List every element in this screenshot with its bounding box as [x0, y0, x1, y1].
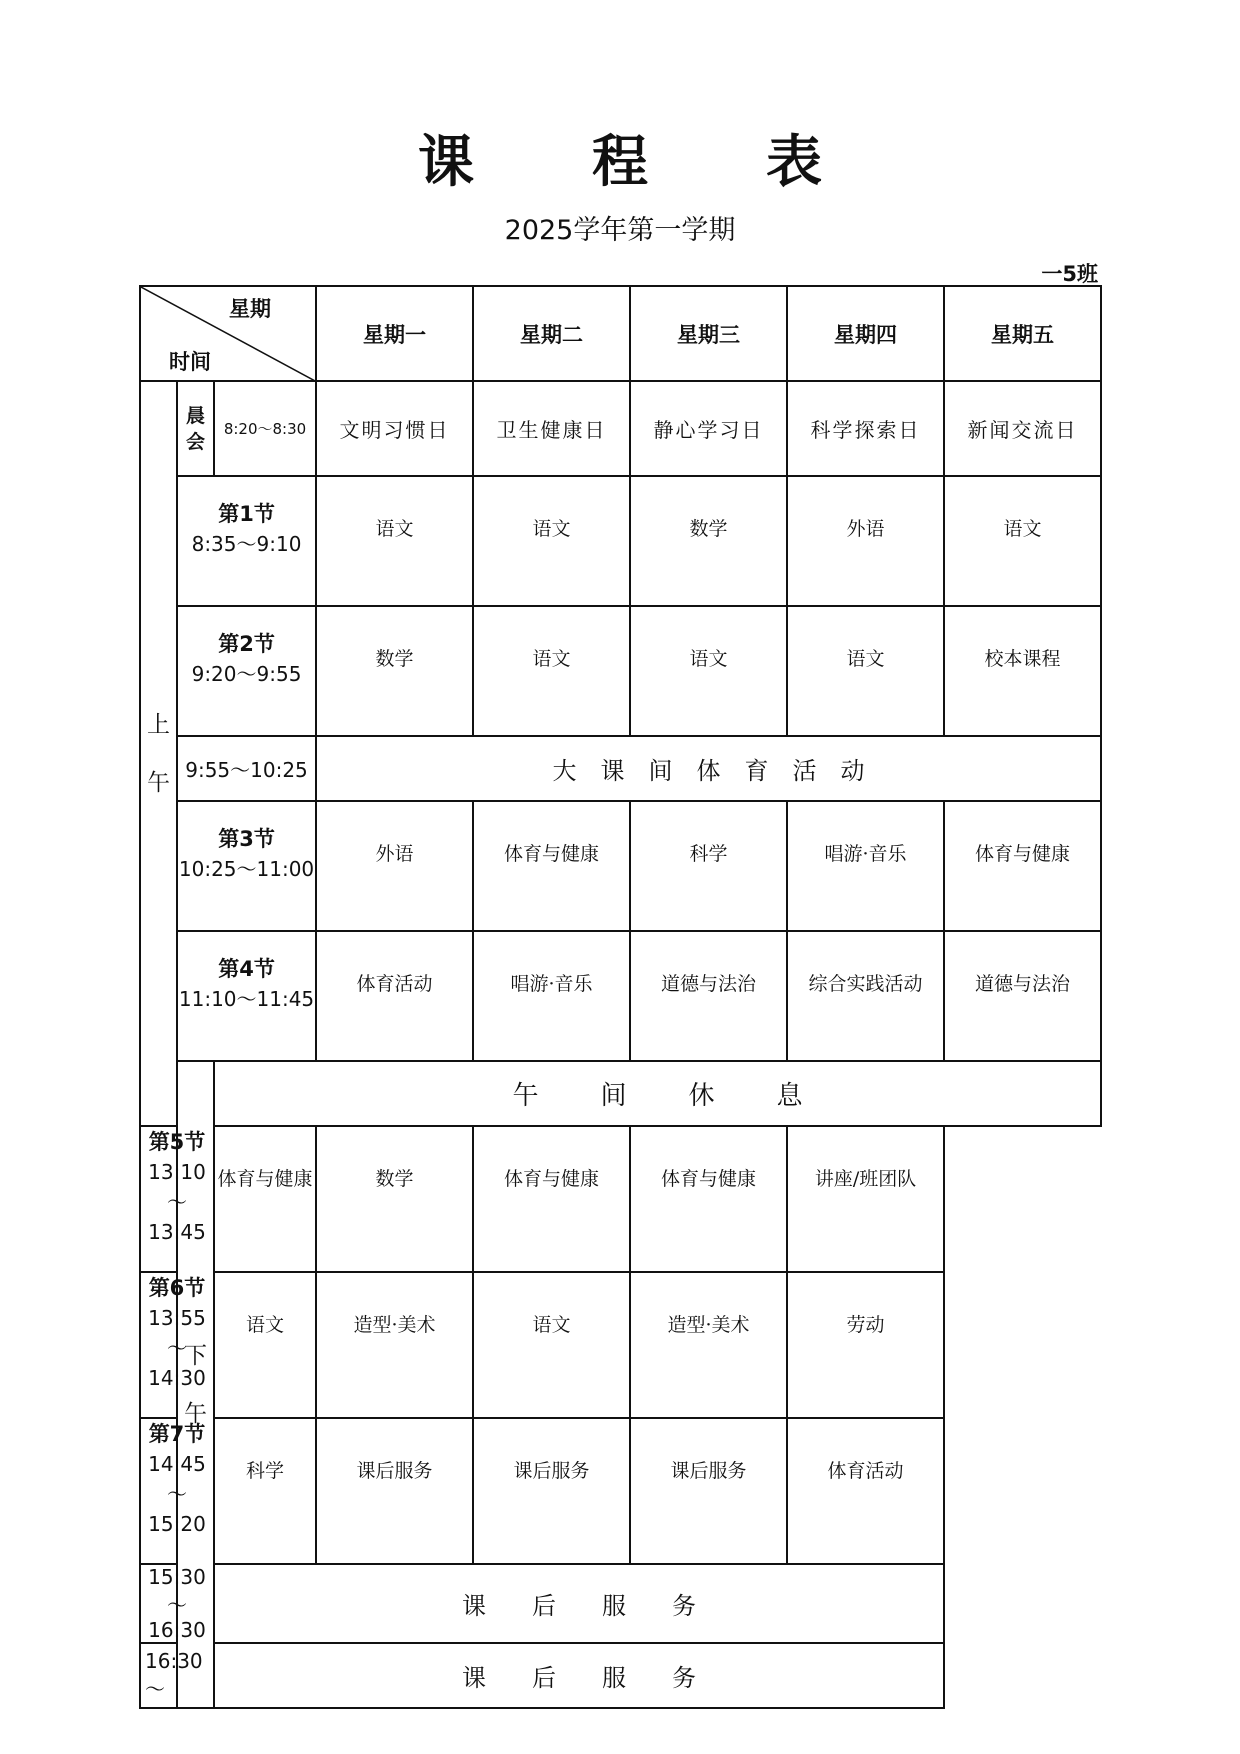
course-cell: 语文	[944, 476, 1101, 606]
course-cell: 体育活动	[787, 1418, 944, 1564]
period-label-4	[177, 931, 316, 1061]
course-cell: 体育活动	[316, 931, 473, 1061]
morning-label	[140, 381, 177, 1126]
after-school-label-2: 课后服务	[214, 1643, 944, 1708]
title-char-1: 课	[418, 129, 474, 195]
period-row-7	[140, 1418, 1101, 1564]
class-name: 一5班	[1041, 262, 1098, 286]
period-label-1	[177, 476, 316, 606]
course-cell: 讲座/班团队	[787, 1126, 944, 1272]
afternoon-label-char-2: 午	[184, 1400, 207, 1427]
day-header-mon: 星期一	[316, 286, 473, 381]
meeting-theme-fri: 新闻交流日	[944, 381, 1101, 476]
course-cell: 科学	[214, 1418, 316, 1564]
after-school-time-2: 16:30～	[140, 1643, 214, 1708]
course-cell: 语文	[214, 1272, 316, 1418]
course-cell: 唱游·音乐	[473, 931, 630, 1061]
title-char-2: 程	[592, 129, 648, 195]
course-cell: 体育与健康	[473, 1126, 630, 1272]
big-break-label: 大课间体育活动	[316, 736, 1101, 801]
period-name-4: 第4节	[218, 957, 275, 981]
period-label-7	[140, 1418, 214, 1564]
course-cell: 综合实践活动	[787, 931, 944, 1061]
period-time-7: 14:45～15:20	[148, 1452, 206, 1536]
morning-meeting-label	[177, 381, 214, 476]
course-cell: 体育与健康	[214, 1126, 316, 1272]
course-cell: 语文	[473, 1272, 630, 1418]
day-header-wed: 星期三	[630, 286, 787, 381]
after-school-row-2	[140, 1643, 1101, 1708]
morning-meeting-char-2: 会	[185, 430, 205, 453]
course-cell: 课后服务	[473, 1418, 630, 1564]
period-time-4: 11:10～11:45	[178, 987, 315, 1011]
course-cell: 科学	[630, 801, 787, 931]
period-time-2: 9:20～9:55	[191, 662, 302, 686]
header-row	[140, 286, 1101, 381]
course-cell: 数学	[316, 1126, 473, 1272]
period-name-7: 第7节	[148, 1422, 206, 1446]
period-name-2: 第2节	[218, 632, 275, 656]
period-time-6: 13:55～14:30	[148, 1306, 206, 1390]
course-cell: 数学	[630, 476, 787, 606]
course-cell: 数学	[316, 606, 473, 736]
period-time-5: 13:10～13:45	[148, 1160, 206, 1244]
morning-meeting-char-1: 晨	[185, 404, 205, 427]
course-cell: 造型·美术	[316, 1272, 473, 1418]
day-header-thu: 星期四	[787, 286, 944, 381]
semester-subtitle: 2025学年第一学期	[504, 215, 736, 246]
course-cell: 外语	[316, 801, 473, 931]
meeting-theme-wed: 静心学习日	[630, 381, 787, 476]
course-cell: 体育与健康	[630, 1126, 787, 1272]
period-label-2	[177, 606, 316, 736]
course-cell: 唱游·音乐	[787, 801, 944, 931]
course-cell: 课后服务	[630, 1418, 787, 1564]
meeting-theme-mon: 文明习惯日	[316, 381, 473, 476]
period-time-3: 10:25～11:00	[178, 857, 315, 881]
course-cell: 语文	[473, 606, 630, 736]
day-header-tue: 星期二	[473, 286, 630, 381]
period-name-6: 第6节	[148, 1276, 206, 1300]
period-time-1: 8:35～9:10	[191, 532, 302, 556]
title-char-3: 表	[766, 129, 822, 195]
afternoon-label-char-1: 下	[184, 1342, 207, 1369]
course-cell: 外语	[787, 476, 944, 606]
course-cell: 语文	[787, 606, 944, 736]
period-row-4	[140, 931, 1101, 1061]
course-cell: 语文	[473, 476, 630, 606]
course-cell: 语文	[316, 476, 473, 606]
course-cell: 体育与健康	[473, 801, 630, 931]
course-cell: 体育与健康	[944, 801, 1101, 931]
period-row-3	[140, 801, 1101, 931]
day-header-fri: 星期五	[944, 286, 1101, 381]
page-title	[0, 118, 1240, 198]
period-name-1: 第1节	[218, 502, 275, 526]
big-break-row	[140, 736, 1101, 801]
corner-time-label: 时间	[169, 350, 211, 374]
period-name-3: 第3节	[218, 827, 275, 851]
meeting-theme-thu: 科学探索日	[787, 381, 944, 476]
period-label-3	[177, 801, 316, 931]
course-cell: 劳动	[787, 1272, 944, 1418]
period-name-5: 第5节	[148, 1130, 206, 1154]
period-row-5	[140, 1126, 1101, 1272]
noon-break-label: 午间休息	[214, 1061, 1101, 1126]
period-label-5	[140, 1126, 214, 1272]
period-row-1	[140, 476, 1101, 606]
corner-week-label: 星期	[229, 297, 272, 321]
period-row-2	[140, 606, 1101, 736]
schedule-table	[139, 285, 1102, 1709]
after-school-row-1	[140, 1564, 1101, 1643]
after-school-label-1: 课后服务	[214, 1564, 944, 1643]
course-cell: 道德与法治	[944, 931, 1101, 1061]
course-cell: 道德与法治	[630, 931, 787, 1061]
corner-cell	[140, 286, 316, 381]
big-break-time: 9:55～10:25	[177, 736, 316, 801]
course-cell: 语文	[630, 606, 787, 736]
course-cell: 校本课程	[944, 606, 1101, 736]
meeting-theme-tue: 卫生健康日	[473, 381, 630, 476]
after-school-time-1: 15:30～16:30	[140, 1564, 214, 1643]
morning-meeting-row	[140, 381, 1101, 476]
period-row-6	[140, 1272, 1101, 1418]
course-cell: 造型·美术	[630, 1272, 787, 1418]
course-cell: 课后服务	[316, 1418, 473, 1564]
noon-break-row	[140, 1061, 1101, 1126]
morning-label-char-2: 午	[147, 769, 170, 796]
morning-meeting-time: 8:20～8:30	[214, 381, 316, 476]
morning-label-char-1: 上	[147, 711, 170, 738]
